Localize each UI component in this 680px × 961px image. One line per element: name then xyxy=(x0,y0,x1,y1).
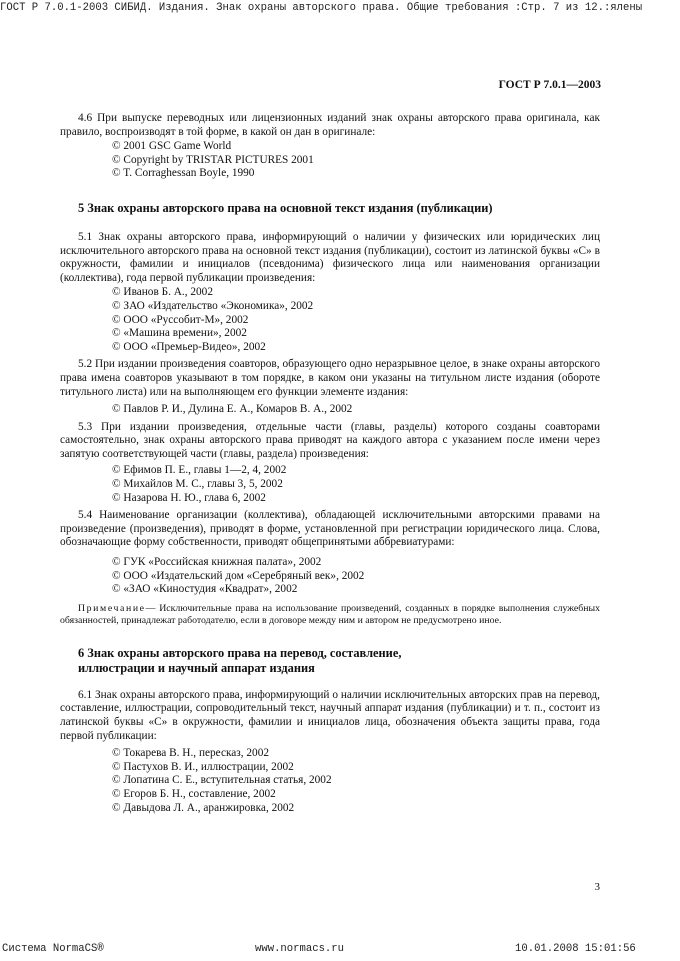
standard-designation: ГОСТ Р 7.0.1—2003 xyxy=(498,79,601,91)
paragraph-5-3: 5.3 При издании произведения, отдельные части (главы, разделы) которого созданы соавторами самостоятельно, знак охраны авторского права приводят на каждого автора с указанием после имени через запятую соответствующей части (главы, раздела) произведения: xyxy=(60,420,600,460)
page-number: 3 xyxy=(594,881,600,893)
copyright-example: © T. Corraghessan Boyle, 1990 xyxy=(112,167,255,180)
copyright-example: © «Машина времени», 2002 xyxy=(112,327,247,340)
document-page xyxy=(60,112,600,815)
section-6-heading-line1: 6 Знак охраны авторского права на перевод, составление, xyxy=(78,645,402,660)
example-list xyxy=(112,747,600,815)
copyright-example: © Егоров Б. Н., составление, 2002 xyxy=(112,787,276,800)
footer-site-link[interactable]: www.normacs.ru xyxy=(255,943,345,955)
copyright-example: © Copyright by TRISTAR PICTURES 2001 xyxy=(112,153,314,166)
footer-datetime: 10.01.2008 15:01:56 xyxy=(515,943,636,955)
paragraph-6-1: 6.1 Знак охраны авторского права, информирующий о наличии исключительных авторских прав на перевод, составление, иллюстрации, сопроводительный текст, научный аппарат издания (публикации) и т. п., состоит из латинской буквы «С» в окружности, фамилии и инициалов лица, обозначения объекта защиты права, года первой публикации: xyxy=(60,688,600,742)
copyright-example: © Токарева В. Н., пересказ, 2002 xyxy=(112,747,269,760)
paragraph-5-4: 5.4 Наименование организации (коллектива), обладающей исключительными авторскими правами на произведение (произведения), приводят в форме, установленной при регистрации юридического лица. Слова, обозначающие форму собственности, приводят общепринятыми аббревиатурами: xyxy=(60,509,600,549)
example-list xyxy=(112,464,600,505)
copyright-example: © ЗАО «Издательство «Экономика», 2002 xyxy=(112,299,314,312)
copyright-example: © Назарова Н. Ю., глава 6, 2002 xyxy=(112,491,266,504)
copyright-example: © Лопатина С. Е., вступительная статья, 2002 xyxy=(112,774,332,787)
copyright-example: © Пастухов В. И., иллюстрации, 2002 xyxy=(112,760,294,773)
note-label: Примечание xyxy=(78,602,146,614)
paragraph-5-1: 5.1 Знак охраны авторского права, информирующий о наличии у физических или юридических лиц исключительного авторского права на основной текст издания (публикации), состоит из латинской буквы «С» в окружности, фамилии и инициалов (псевдонима) физического лица или наименования организации (коллектива), года первой публикации произведения: xyxy=(60,230,600,284)
copyright-example: © Павлов Р. И., Дулина Е. А., Комаров В. А., 2002 xyxy=(112,403,353,416)
footer xyxy=(0,943,680,957)
copyright-example: © Давыдова Л. А., аранжировка, 2002 xyxy=(112,801,295,814)
note xyxy=(60,603,600,627)
copyright-example: © ООО «Издательский дом «Серебряный век», 2002 xyxy=(112,569,365,582)
example-list xyxy=(112,140,600,181)
copyright-example: © 2001 GSC Game World xyxy=(112,140,232,153)
footer-system: Система NormaCS® xyxy=(2,943,104,955)
copyright-example: © «ЗАО «Киностудия «Квадрат», 2002 xyxy=(112,583,298,596)
paragraph-4-6: 4.6 При выпуске переводных или лицензионных изданий знак охраны авторского права оригинала, как правило, воспроизводят в той форме, в какой он дан в оригинале: xyxy=(60,112,600,138)
example-list xyxy=(112,556,600,597)
example-list xyxy=(112,403,600,417)
note-text: — Исключительные права на использование произведений, созданных в порядке выполнения служебных обязанностей, принадлежат работодателю, если в договоре между ним и автором не предусмотрено иное. xyxy=(60,602,600,626)
section-6-heading-line2: иллюстрации и научный аппарат издания xyxy=(78,660,315,675)
copyright-example: © Иванов Б. А., 2002 xyxy=(112,286,213,299)
copyright-example: © Михайлов М. С., главы 3, 5, 2002 xyxy=(112,478,283,491)
paragraph-5-2: 5.2 При издании произведения соавторов, образующего одно неразрывное целое, в знаке охраны авторского права имена соавторов указывают в том порядке, в каком они указаны на титульном листе издания (обороте титульного листа) или на выполняющем его функции элементе издания: xyxy=(60,358,600,398)
section-5-heading: 5 Знак охраны авторского права на основной текст издания (публикации) xyxy=(78,200,493,215)
copyright-example: © ООО «Премьер-Видео», 2002 xyxy=(112,340,266,353)
copyright-example: © ГУК «Российская книжная палата», 2002 xyxy=(112,556,322,569)
browser-title-bar: ГОСТ Р 7.0.1-2003 СИБИД. Издания. Знак охраны авторского права. Общие требования :Стр. 7 из 12.:ялены xyxy=(0,2,643,14)
copyright-example: © ООО «Руссобит-М», 2002 xyxy=(112,313,249,326)
example-list xyxy=(112,286,600,354)
copyright-example: © Ефимов П. Е., главы 1—2, 4, 2002 xyxy=(112,464,287,477)
